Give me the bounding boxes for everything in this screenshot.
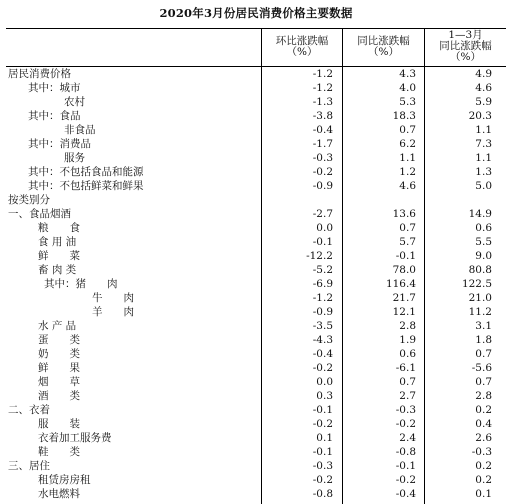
cell-mom: -0.2 — [312, 474, 333, 486]
cell-yoy: 0.7 — [399, 124, 416, 136]
cell-ytd: 122.5 — [461, 278, 492, 290]
cell-yoy: 2.7 — [399, 390, 416, 402]
table-row — [6, 403, 506, 417]
cell-yoy: -0.8 — [395, 446, 416, 458]
cell-mom: -1.2 — [312, 82, 333, 94]
cell-ytd: 21.0 — [468, 292, 492, 304]
cell-ytd: 20.3 — [468, 110, 492, 122]
cell-ytd: 1.3 — [475, 166, 492, 178]
table-row — [6, 81, 506, 95]
row-label: 一、食品烟酒 — [8, 208, 71, 220]
cell-mom: 0.0 — [316, 376, 333, 388]
cell-mom: -3.8 — [312, 110, 333, 122]
row-label: 蛋 类 — [38, 334, 80, 346]
row-label: 鞋 类 — [38, 446, 80, 458]
cell-ytd: -0.3 — [471, 446, 492, 458]
row-label: 水 产 品 — [38, 320, 77, 332]
cell-yoy: -0.4 — [395, 488, 416, 500]
cell-mom: 0.3 — [316, 390, 333, 402]
header-mom-label: 环比涨跌幅 — [275, 35, 329, 47]
cell-ytd: 1.1 — [475, 124, 492, 136]
cell-ytd: 3.1 — [475, 320, 492, 332]
cell-ytd: 2.6 — [475, 432, 492, 444]
cell-yoy: 2.8 — [399, 320, 416, 332]
table-row — [6, 389, 506, 403]
row-label: 其中：不包括鲜菜和鲜果 — [28, 180, 144, 192]
cell-ytd: 5.9 — [475, 96, 492, 108]
cell-yoy: -0.2 — [395, 474, 416, 486]
table-row — [6, 165, 506, 179]
table-row — [6, 151, 506, 165]
cell-mom: -0.1 — [312, 404, 333, 416]
cell-ytd: 0.2 — [475, 474, 492, 486]
cell-yoy: 0.6 — [399, 348, 416, 360]
cell-yoy: 18.3 — [392, 110, 416, 122]
cell-ytd: -5.6 — [471, 362, 492, 374]
table-row — [6, 347, 506, 361]
cell-yoy: -0.1 — [395, 460, 416, 472]
table-row — [6, 109, 506, 123]
row-label: 鲜 菜 — [38, 250, 80, 262]
row-label: 按类别分 — [8, 194, 50, 206]
cell-mom: -0.9 — [312, 306, 333, 318]
cell-yoy: 4.0 — [399, 82, 416, 94]
header-yoy — [343, 36, 424, 58]
table-row — [6, 361, 506, 375]
cell-yoy: -6.1 — [395, 362, 416, 374]
cell-mom: -1.2 — [312, 292, 333, 304]
table-row — [6, 263, 506, 277]
header-ytd-label: 同比涨跌幅 — [439, 40, 492, 52]
row-label: 服 装 — [38, 418, 80, 430]
header-ytd — [425, 30, 506, 63]
cell-ytd: 4.6 — [475, 82, 492, 94]
cell-yoy: 116.4 — [385, 278, 416, 290]
header-ytd-unit: （%） — [450, 51, 481, 63]
header-yoy-label: 同比涨跌幅 — [357, 35, 410, 47]
table-row — [6, 221, 506, 235]
table-row — [6, 235, 506, 249]
cell-ytd: 1.8 — [475, 334, 492, 346]
cell-ytd: 0.2 — [475, 460, 492, 472]
cell-yoy: 13.6 — [392, 208, 416, 220]
row-label: 租赁房房租 — [38, 474, 91, 486]
row-label: 奶 类 — [38, 348, 80, 360]
table-row — [6, 375, 506, 389]
row-label: 鲜 果 — [38, 362, 80, 374]
row-label: 其中：城市 — [28, 82, 81, 94]
cell-yoy: 0.7 — [399, 222, 416, 234]
table-row — [6, 95, 506, 109]
cell-yoy: -0.1 — [395, 250, 416, 262]
cell-ytd: 4.9 — [475, 68, 492, 80]
cell-mom: -0.4 — [312, 348, 333, 360]
table-row — [6, 473, 506, 487]
table-row — [6, 277, 506, 291]
header-mom-unit: （%） — [286, 46, 318, 58]
table-row — [6, 123, 506, 137]
table-row — [6, 445, 506, 459]
table-row — [6, 67, 506, 81]
cell-yoy: 1.1 — [399, 152, 416, 164]
data-table — [6, 28, 506, 504]
table-row — [6, 207, 506, 221]
cell-mom: 0.1 — [316, 432, 333, 444]
row-label: 牛 肉 — [92, 292, 134, 304]
cell-mom: -3.5 — [312, 320, 333, 332]
row-label: 三、居住 — [8, 460, 50, 472]
cell-mom: -0.1 — [312, 236, 333, 248]
cell-yoy: 6.2 — [399, 138, 416, 150]
cell-mom: -0.3 — [312, 460, 333, 472]
row-label: 食 用 油 — [38, 236, 77, 248]
cell-yoy: 21.7 — [392, 292, 416, 304]
cell-ytd: 1.1 — [475, 152, 492, 164]
table-row — [6, 487, 506, 501]
table-row — [6, 305, 506, 319]
cell-yoy: 78.0 — [392, 264, 416, 276]
cell-mom: -0.4 — [312, 124, 333, 136]
table-row — [6, 137, 506, 151]
cell-mom: -5.2 — [312, 264, 333, 276]
row-label: 二、衣着 — [8, 404, 50, 416]
cell-ytd: 2.8 — [475, 390, 492, 402]
cell-mom: -0.2 — [312, 166, 333, 178]
cell-ytd: 5.0 — [475, 180, 492, 192]
cell-yoy: 5.3 — [399, 96, 416, 108]
table-row — [6, 333, 506, 347]
cell-ytd: 0.4 — [475, 418, 492, 430]
header-yoy-unit: （%） — [368, 46, 399, 58]
cell-mom: -12.2 — [306, 250, 333, 262]
row-label: 居民消费价格 — [8, 68, 71, 80]
cell-mom: -1.7 — [312, 138, 333, 150]
cell-yoy: 1.9 — [399, 334, 416, 346]
row-label: 农村 — [64, 96, 85, 108]
cell-mom: -1.3 — [312, 96, 333, 108]
row-label: 畜 肉 类 — [38, 264, 77, 276]
cell-ytd: 0.2 — [475, 404, 492, 416]
cell-mom: -0.2 — [312, 418, 333, 430]
cell-yoy: 1.2 — [399, 166, 416, 178]
cell-ytd: 9.0 — [475, 250, 492, 262]
page-title: 2020年3月份居民消费价格主要数据 — [159, 6, 353, 20]
cell-mom: -0.1 — [312, 446, 333, 458]
row-label: 服务 — [64, 152, 85, 164]
cell-mom: 0.0 — [316, 222, 333, 234]
row-label: 衣着加工服务费 — [38, 432, 112, 444]
table-row — [6, 291, 506, 305]
cell-mom: -0.9 — [312, 180, 333, 192]
cell-mom: -2.7 — [312, 208, 333, 220]
row-label: 其中：猪 肉 — [44, 278, 118, 290]
row-label: 其中：消费品 — [28, 138, 91, 150]
table-row — [6, 319, 506, 333]
cell-mom: -0.8 — [312, 488, 333, 500]
cell-mom: -0.2 — [312, 362, 333, 374]
cell-yoy: 4.3 — [399, 68, 416, 80]
table-row — [6, 193, 506, 207]
row-label: 烟 草 — [38, 376, 80, 388]
row-label: 水电燃料 — [38, 488, 80, 500]
table-row — [6, 417, 506, 431]
row-label: 酒 类 — [38, 390, 80, 402]
cell-mom: -4.3 — [312, 334, 333, 346]
row-label: 其中：食品 — [28, 110, 81, 122]
cell-mom: -6.9 — [312, 278, 333, 290]
table-body — [6, 67, 506, 501]
row-label: 羊 肉 — [92, 306, 134, 318]
cell-yoy: 2.4 — [399, 432, 416, 444]
cell-ytd: 80.8 — [468, 264, 492, 276]
header-ytd-period: 1—3月 — [448, 29, 483, 41]
table-row — [6, 179, 506, 193]
cell-yoy: -0.3 — [395, 404, 416, 416]
cell-mom: -1.2 — [312, 68, 333, 80]
cell-ytd: 0.1 — [475, 488, 492, 500]
header-mom — [262, 36, 342, 58]
cell-mom: -0.3 — [312, 152, 333, 164]
cell-ytd: 14.9 — [468, 208, 492, 220]
cell-ytd: 7.3 — [475, 138, 492, 150]
table-row — [6, 249, 506, 263]
row-label: 其中：不包括食品和能源 — [28, 166, 144, 178]
table-row — [6, 431, 506, 445]
cell-yoy: 12.1 — [392, 306, 416, 318]
table-row — [6, 459, 506, 473]
cell-yoy: -0.2 — [395, 418, 416, 430]
cell-ytd: 11.2 — [468, 306, 492, 318]
cell-ytd: 0.7 — [475, 376, 492, 388]
row-label: 非食品 — [64, 124, 96, 136]
cell-yoy: 4.6 — [399, 180, 416, 192]
cell-ytd: 0.6 — [475, 222, 492, 234]
cell-ytd: 5.5 — [475, 236, 492, 248]
table-top-border — [6, 28, 506, 29]
cell-yoy: 5.7 — [399, 236, 416, 248]
cell-yoy: 0.7 — [399, 376, 416, 388]
cell-ytd: 0.7 — [475, 348, 492, 360]
row-label: 粮 食 — [38, 222, 80, 234]
